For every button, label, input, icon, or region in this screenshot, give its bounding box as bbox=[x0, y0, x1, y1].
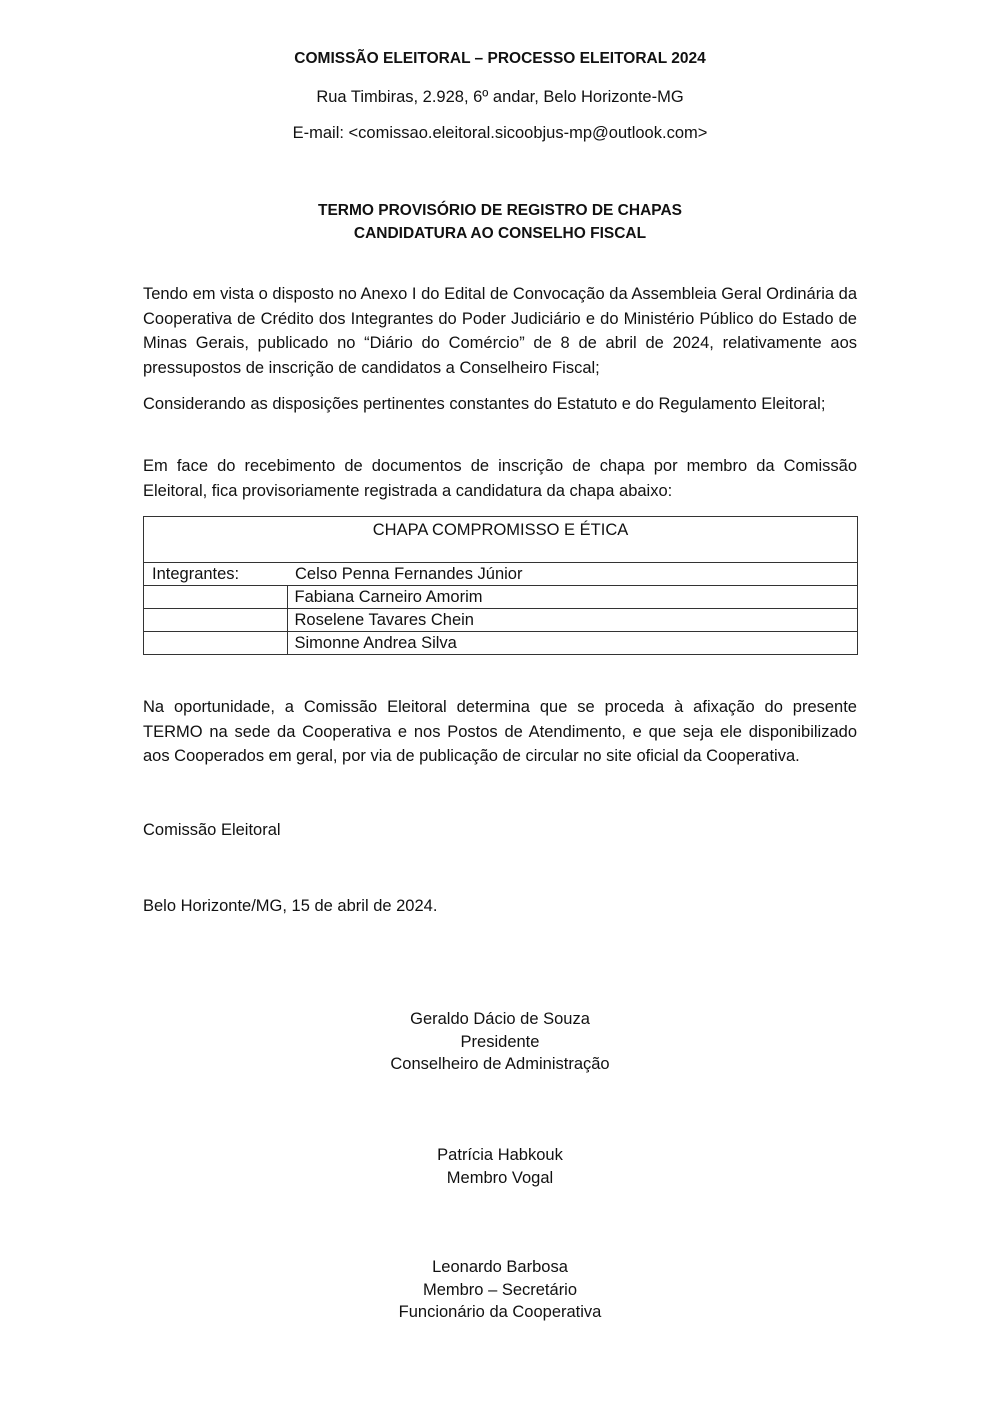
signer-role: Membro – Secretário bbox=[422, 1280, 578, 1299]
signer-role: Presidente bbox=[460, 1032, 540, 1051]
member-name: Fabiana Carneiro Amorim bbox=[287, 586, 858, 609]
signature-block bbox=[0, 1256, 1000, 1324]
doc-title-line2: CANDIDATURA AO CONSELHO FISCAL bbox=[353, 225, 647, 242]
chapa-name: CHAPA COMPROMISSO E ÉTICA bbox=[144, 517, 858, 563]
table-row bbox=[144, 563, 858, 586]
date-line: Belo Horizonte/MG, 15 de abril de 2024. bbox=[143, 897, 438, 915]
chapa-table bbox=[143, 516, 858, 655]
header-email: E-mail: <comissao.eleitoral.sicoobjus-mp@outlook.com> bbox=[292, 124, 708, 142]
signer-name: Patrícia Habkouk bbox=[437, 1146, 563, 1164]
committee-label: Comissão Eleitoral bbox=[143, 821, 281, 839]
header-title: COMISSÃO ELEITORAL – PROCESSO ELEITORAL 2024 bbox=[294, 50, 706, 67]
signature-block bbox=[0, 1008, 1000, 1076]
member-name: Simonne Andrea Silva bbox=[287, 632, 858, 655]
doc-title-line1: TERMO PROVISÓRIO DE REGISTRO DE CHAPAS bbox=[317, 202, 682, 219]
paragraph-2: Considerando as disposições pertinentes constantes do Estatuto e do Regulamento Eleitoral; bbox=[143, 395, 826, 413]
signature-block bbox=[0, 1144, 1000, 1189]
members-label: Integrantes: bbox=[144, 563, 288, 586]
signer-name: Geraldo Dácio de Souza bbox=[410, 1010, 590, 1028]
paragraph-1: Tendo em vista o disposto no Anexo I do Edital de Convocação da Assembleia Geral Ordinária da Cooperativa de Crédito dos Integrantes do Poder Judiciário e do Ministério Público do Estado de Minas Gerais, publicado no “Diário do Comércio” de 8 de abril de 2024, relativamente aos pressupostos de inscrição de candidatos a Conselheiro Fiscal; bbox=[143, 285, 857, 377]
member-name: Celso Penna Fernandes Júnior bbox=[287, 563, 858, 586]
signer-role: Membro Vogal bbox=[446, 1168, 554, 1187]
table-row bbox=[144, 586, 858, 609]
signer-extra: Funcionário da Cooperativa bbox=[398, 1303, 602, 1321]
member-name: Roselene Tavares Chein bbox=[287, 609, 858, 632]
paragraph-3: Em face do recebimento de documentos de inscrição de chapa por membro da Comissão Eleitoral, fica provisoriamente registrada a candidatura da chapa abaixo: bbox=[143, 457, 857, 500]
closing-paragraph: Na oportunidade, a Comissão Eleitoral determina que se proceda à afixação do presente TERMO na sede da Cooperativa e nos Postos de Atendimento, e que seja ele disponibilizado aos Cooperados em geral, por via de publicação de circular no site oficial da Cooperativa. bbox=[143, 698, 857, 765]
signer-name: Leonardo Barbosa bbox=[432, 1258, 568, 1276]
table-row bbox=[144, 632, 858, 655]
table-row bbox=[144, 609, 858, 632]
header-address: Rua Timbiras, 2.928, 6º andar, Belo Horizonte-MG bbox=[316, 88, 684, 106]
signer-extra: Conselheiro de Administração bbox=[390, 1055, 610, 1073]
